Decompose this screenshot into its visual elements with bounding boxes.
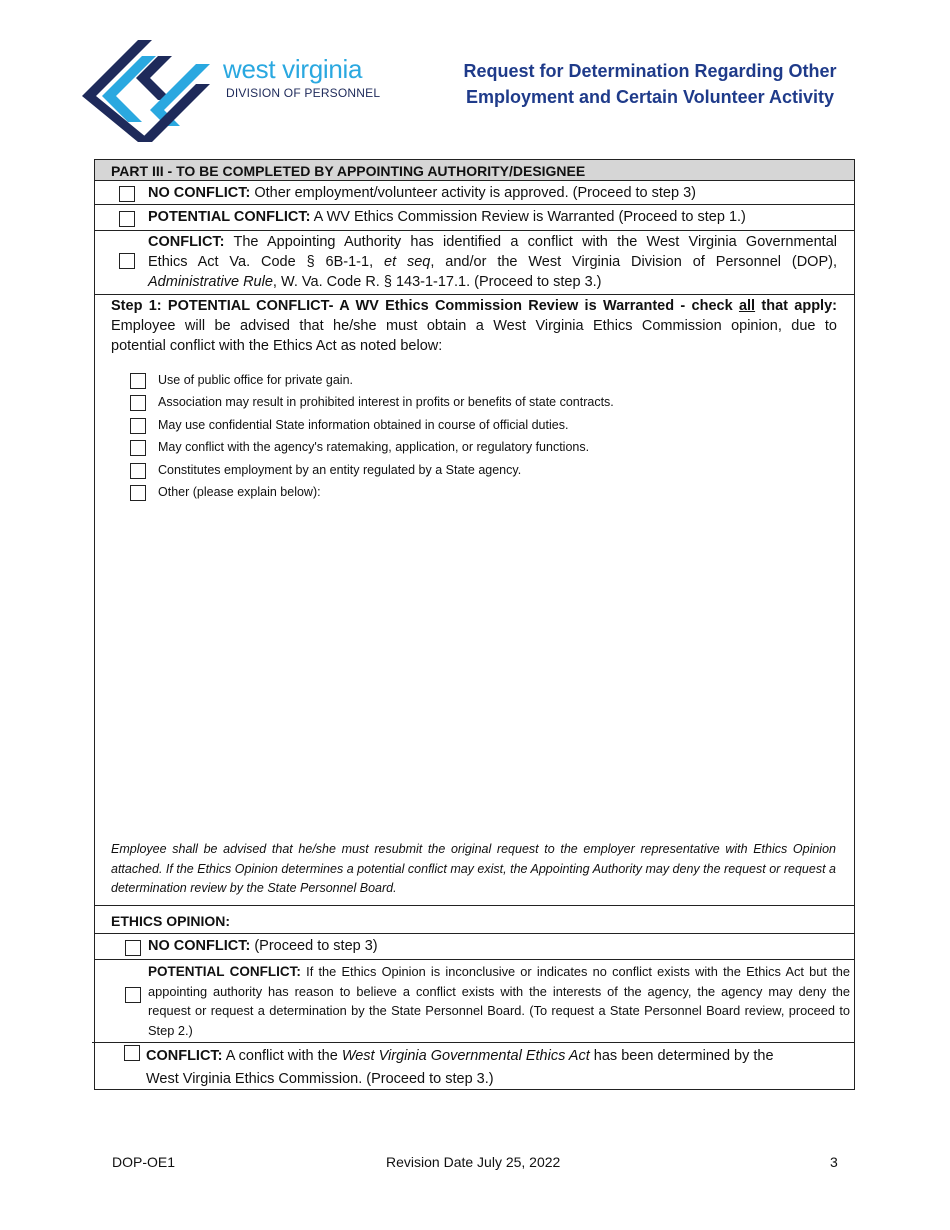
step1-intro-2: potential conflict with the Ethics Act as noted below: [111, 338, 443, 354]
conflict-text-2c: , and/or the West Virginia Division of Personnel (DOP), [430, 254, 837, 270]
checklist-label: Other (please explain below): [158, 484, 321, 499]
no-conflict-label: NO CONFLICT: [148, 185, 251, 201]
part3-no-conflict-row [94, 181, 855, 205]
conflict-text-1: The Appointing Authority has identified a conflict with the West Virginia Governmental [224, 234, 837, 250]
ethics-potential-row [94, 960, 855, 1042]
part3-potential-row [94, 205, 855, 231]
step1-heading-all: all [738, 298, 756, 314]
logo-mark-icon [80, 38, 220, 142]
potential-conflict-checkbox[interactable] [119, 211, 135, 227]
checklist-checkbox[interactable] [130, 485, 146, 501]
ethics-potential-text: If the Ethics Opinion is inconclusive or indicates no conflict exists with the Ethics Act but the appointing authority has reason to believe a conflict exists with the interests of the agency, the agency may deny the request or request a determination by the State Personnel Board. (To request a State Personnel Board review, proceed to Step 2.) [148, 964, 850, 1038]
no-conflict-checkbox[interactable] [119, 186, 135, 202]
checklist-checkbox[interactable] [130, 373, 146, 389]
ethics-potential-checkbox[interactable] [125, 987, 141, 1003]
potential-conflict-label: POTENTIAL CONFLICT: [148, 209, 311, 225]
title-line-1: Request for Determination Regarding Other [463, 61, 837, 81]
ethics-potential-label: POTENTIAL CONFLICT: [148, 964, 301, 979]
checklist-label: Use of public office for private gain. [158, 373, 354, 387]
checklist-label: May use confidential State information obtained in course of official duties. [158, 417, 569, 432]
part3-conflict-row [94, 231, 855, 295]
ethics-conflict-checkbox[interactable] [124, 1045, 140, 1061]
checklist-label: Constitutes employment by an entity regulated by a State agency. [158, 462, 522, 477]
no-conflict-text: Other employment/volunteer activity is approved. (Proceed to step 3) [250, 185, 696, 201]
checklist-checkbox[interactable] [130, 418, 146, 434]
checklist-checkbox[interactable] [130, 440, 146, 456]
checklist-checkbox[interactable] [130, 395, 146, 411]
potential-conflict-text: A WV Ethics Commission Review is Warranted (Proceed to step 1.) [310, 209, 746, 225]
step1-heading-b: that apply: [755, 298, 837, 314]
conflict-checkbox[interactable] [119, 253, 135, 269]
ethics-heading-row [94, 906, 855, 934]
step1-note: Employee shall be advised that he/she must resubmit the original request to the employer representative with Ethics Opinion attached. If the Ethics Opinion determines a potential conflict may exist, the Appointing Authority may deny the request or request a determination review by the State Personnel Board. [111, 842, 836, 895]
checklist-label: Association may result in prohibited interest in profits or benefits of state contracts. [158, 395, 614, 410]
form-code: DOP-OE1 [112, 1154, 176, 1170]
conflict-label: CONFLICT: [148, 234, 225, 250]
conflict-text-2a: Ethics Act Va. Code § 6B-1-1, [148, 254, 384, 270]
ethics-conflict-row [94, 1043, 855, 1090]
ethics-no-conflict-text: (Proceed to step 3) [250, 938, 378, 954]
checklist-checkbox[interactable] [130, 463, 146, 479]
conflict-text-3b: , W. Va. Code R. § 143-1-17.1. (Proceed to step 3.) [272, 274, 602, 290]
form-title [440, 58, 860, 110]
conflict-text-3a: Administrative Rule [148, 274, 273, 290]
checklist-label: May conflict with the agency's ratemaking, application, or regulatory functions. [158, 440, 590, 455]
ethics-no-conflict-checkbox[interactable] [125, 940, 141, 956]
step1-heading-a: Step 1: POTENTIAL CONFLICT- A WV Ethics Commission Review is Warranted - check [111, 298, 739, 314]
part3-heading: PART III - TO BE COMPLETED BY APPOINTING AUTHORITY/DESIGNEE [94, 159, 855, 181]
logo-division: DIVISION OF PERSONNEL [226, 86, 381, 100]
revision-date: Revision Date July 25, 2022 [386, 1154, 561, 1170]
ethics-no-conflict-label: NO CONFLICT: [148, 938, 251, 954]
ethics-conflict-text-2: West Virginia Ethics Commission. (Proceed to step 3.) [146, 1071, 494, 1087]
ethics-conflict-label: CONFLICT: [146, 1048, 223, 1064]
step1-intro-1: Employee will be advised that he/she must obtain a West Virginia Ethics Commission opinion, due to [111, 318, 837, 334]
conflict-text-2b: et seq [384, 254, 431, 270]
page-number: 3 [830, 1154, 838, 1170]
title-line-2: Employment and Certain Volunteer Activity [465, 87, 835, 107]
ethics-conflict-text-c: has been determined by the [589, 1048, 774, 1064]
logo-name: west virginia [223, 54, 363, 84]
ethics-heading: ETHICS OPINION: [111, 913, 231, 929]
ethics-conflict-text-a: A conflict with the [222, 1048, 342, 1064]
ethics-conflict-text-b: West Virginia Governmental Ethics Act [341, 1048, 590, 1064]
wv-dop-logo [80, 38, 390, 142]
ethics-no-conflict-row [94, 934, 855, 960]
step1-heading [111, 296, 837, 316]
